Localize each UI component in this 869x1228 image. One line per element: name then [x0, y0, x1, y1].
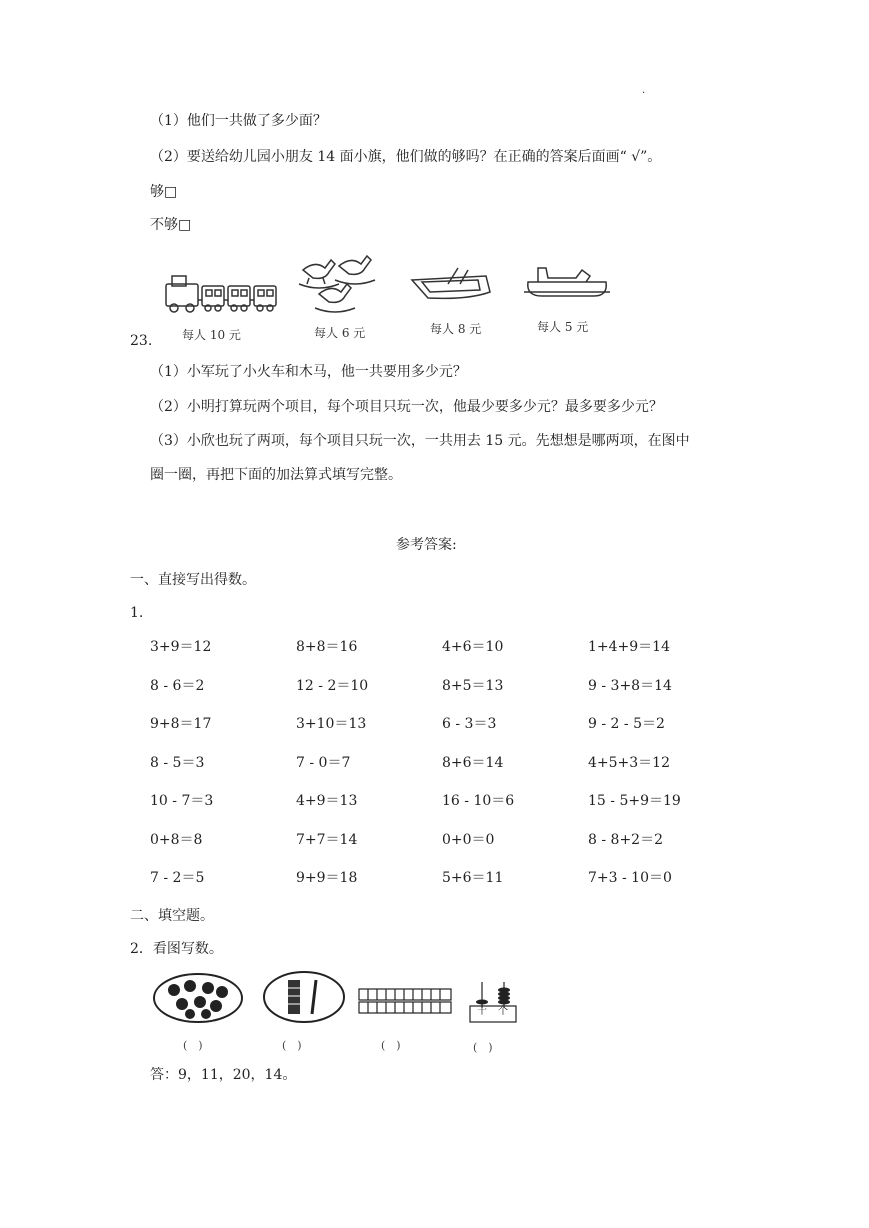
- answer-cell: 4+5+3＝12: [588, 755, 670, 771]
- sticks-oval-figure: [262, 970, 346, 1024]
- blank-paren-3: ( ): [381, 1039, 401, 1052]
- answers-item1: 1.: [130, 605, 144, 621]
- answer-cell: 7+3 - 10＝0: [588, 870, 672, 886]
- answer-cell: 9 - 3+8＝14: [588, 678, 672, 694]
- abacus-figure: [468, 980, 518, 1024]
- answer-cell: 4+9＝13: [296, 793, 358, 809]
- apples-oval-figure: [152, 972, 244, 1024]
- q22-sub2: （2）要送给幼儿园小朋友 14 面小旗，他们做的够吗？在正确的答案后面画“ √”。: [150, 149, 662, 165]
- answer-cell: 8+8＝16: [296, 639, 358, 655]
- abacus-label-tens: 十: [477, 1006, 487, 1017]
- answer-cell: 1+4+9＝14: [588, 639, 670, 655]
- abacus-label-ones: 个: [498, 1006, 508, 1017]
- answer-cell: 8+5＝13: [442, 678, 504, 694]
- blank-paren-2: ( ): [282, 1039, 302, 1052]
- q22-sub1: （1）他们一共做了多少面？: [150, 113, 327, 129]
- blank-paren-4: ( ): [473, 1041, 493, 1054]
- answer-cell: 8+6＝14: [442, 755, 504, 771]
- answer-cell: 4+6＝10: [442, 639, 504, 655]
- answer-cell: 8 - 5＝3: [150, 755, 205, 771]
- answer-cell: 0+0＝0: [442, 832, 495, 848]
- answers-title: 参考答案:: [396, 537, 457, 553]
- q22-option-enough: 够□: [150, 184, 178, 200]
- answers-item2: 2．看图写数。: [130, 941, 223, 957]
- answer-cell: 5+6＝11: [442, 870, 504, 886]
- answer-cell: 8 - 6＝2: [150, 678, 205, 694]
- answer-cell: 12 - 2＝10: [296, 678, 369, 694]
- blank-paren-1: ( ): [183, 1039, 203, 1052]
- answer-line: 答：9，11，20，14。: [150, 1067, 297, 1083]
- answer-cell: 15 - 5+9＝19: [588, 793, 681, 809]
- answer-cell: 9+8＝17: [150, 716, 212, 732]
- answer-cell: 16 - 10＝6: [442, 793, 515, 809]
- answer-cell: 3+10＝13: [296, 716, 367, 732]
- answer-cell: 10 - 7＝3: [150, 793, 214, 809]
- answer-cell: 7 - 0＝7: [296, 755, 351, 771]
- price-label-horse: 每人 6 元: [314, 326, 366, 340]
- answer-cell: 3+9＝12: [150, 639, 212, 655]
- rocking-horse-illustration: [295, 250, 385, 315]
- q23-sub3-line2: 圈一圈，再把下面的加法算式填写完整。: [150, 467, 402, 483]
- answer-cell: 9+9＝18: [296, 870, 358, 886]
- train-illustration: [162, 270, 282, 315]
- bumper-car-illustration: [522, 262, 612, 302]
- answer-cell: 0+8＝8: [150, 832, 203, 848]
- answers-section1: 一、直接写出得数。: [130, 572, 256, 588]
- q23-sub2: （2）小明打算玩两个项目，每个项目只玩一次，他最少要多少元？最多要多少元？: [150, 399, 663, 415]
- answer-cell: 7+7＝14: [296, 832, 358, 848]
- q22-option-not-enough: 不够□: [150, 217, 192, 233]
- answer-cell: 8 - 8+2＝2: [588, 832, 663, 848]
- q23-number: 23.: [130, 333, 153, 349]
- answers-section2: 二、填空题。: [130, 908, 214, 924]
- price-label-boat: 每人 8 元: [430, 322, 482, 336]
- boat-illustration: [408, 264, 493, 304]
- q23-sub3-line1: （3）小欣也玩了两项，每个项目只玩一次，一共用去 15 元。先想想是哪两项，在图中: [150, 433, 690, 449]
- answer-cell: 6 - 3＝3: [442, 716, 497, 732]
- price-label-bumper-car: 每人 5 元: [537, 320, 589, 334]
- stray-dot: .: [642, 85, 646, 96]
- price-label-train: 每人 10 元: [182, 328, 241, 342]
- answer-cell: 7 - 2＝5: [150, 870, 205, 886]
- answer-cell: 9 - 2 - 5＝2: [588, 716, 665, 732]
- q23-sub1: （1）小军玩了小火车和木马，他一共要用多少元？: [150, 364, 467, 380]
- blocks-figure: [358, 988, 452, 1014]
